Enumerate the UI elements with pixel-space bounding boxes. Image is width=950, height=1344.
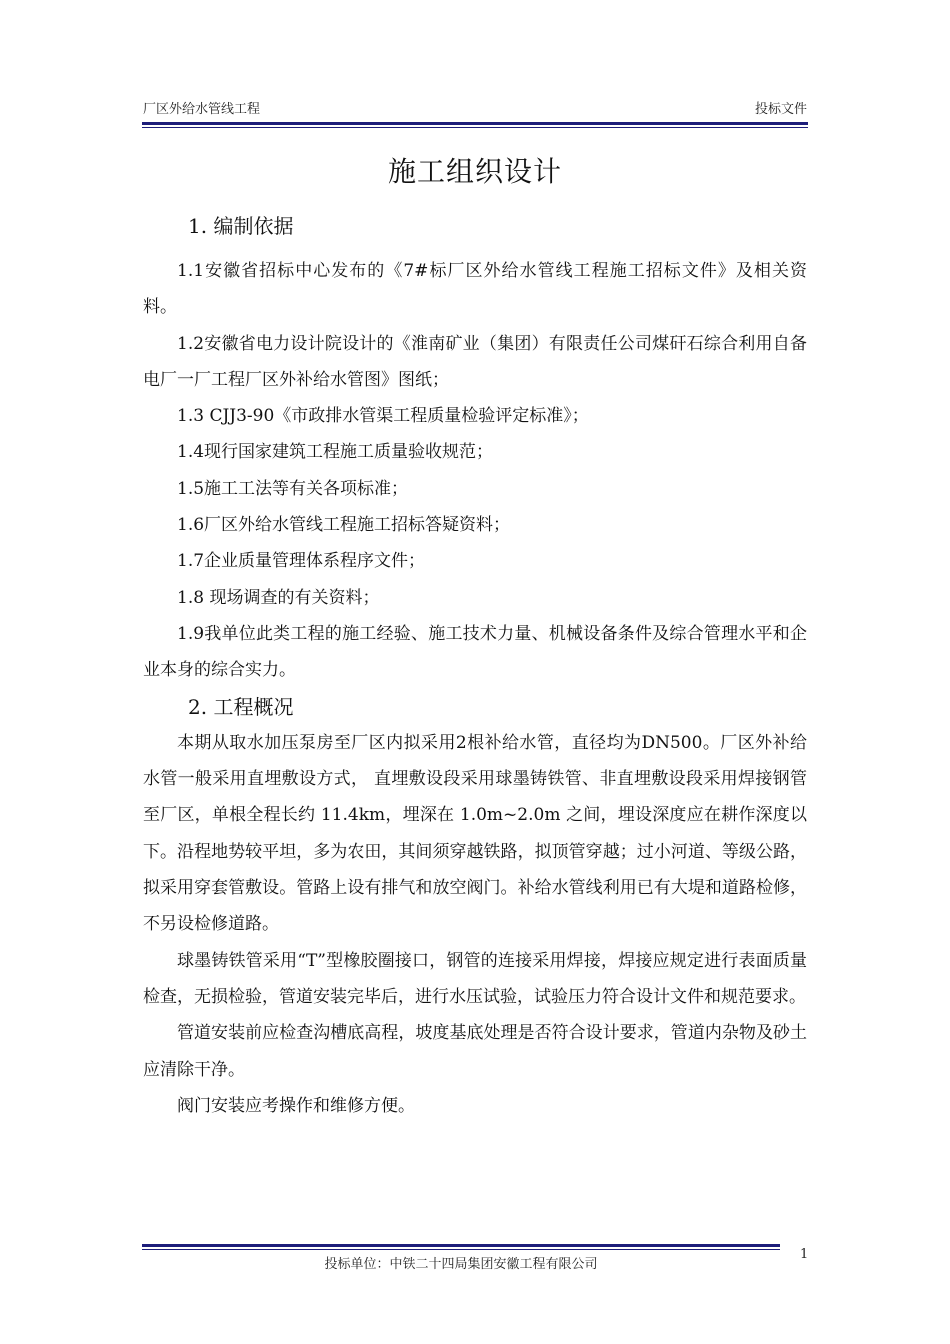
basis-item: 1.9我单位此类工程的施工经验、施工技术力量、机械设备条件及综合管理水平和企业本身的综合实力。 — [143, 623, 807, 681]
basis-item: 1.1安徽省招标中心发布的《7#标厂区外给水管线工程施工招标文件》及相关资料。 — [143, 261, 807, 318]
page-header — [143, 98, 807, 120]
header-rule-thick — [142, 122, 808, 125]
document-title: 施工组织设计 — [387, 155, 562, 188]
footer-rule-thin — [142, 1249, 780, 1250]
overview-paragraph: 阀门安装应考操作和维修方便。 — [177, 1095, 415, 1116]
header-project-name: 厂区外给水管线工程 — [143, 102, 261, 117]
overview-paragraph: 球墨铸铁管采用“T”型橡胶圈接口，钢管的连接采用焊接，焊接应规定进行表面质量检查，无损检验，管道安装完毕后，进行水压试验，试验压力符合设计文件和规范要求。 — [143, 950, 807, 1007]
basis-item: 1.7企业质量管理体系程序文件； — [177, 551, 426, 572]
footer-bidder: 投标单位：中铁二十四局集团安徽工程有限公司 — [324, 1257, 598, 1272]
overview-paragraph: 管道安装前应检查沟槽底高程，坡度基底处理是否符合设计要求，管道内杂物及砂土应清除干净。 — [143, 1023, 807, 1080]
section-heading-2: 2. 工程概况 — [188, 694, 294, 719]
basis-item: 1.6厂区外给水管线工程施工招标答疑资料； — [177, 515, 511, 536]
header-doc-type: 投标文件 — [754, 102, 807, 117]
basis-item: 1.3 CJJ3-90《市政排水管渠工程质量检验评定标准》； — [177, 406, 589, 427]
page-number: 1 — [800, 1247, 809, 1262]
header-rule-thin — [142, 127, 808, 128]
basis-item: 1.4现行国家建筑工程施工质量验收规范； — [177, 442, 494, 463]
basis-item: 1.8 现场调查的有关资料； — [177, 587, 380, 608]
footer-rule-thick — [142, 1244, 780, 1247]
overview-paragraph: 本期从取水加压泵房至厂区内拟采用2根补给水管，直径均为DN500。厂区外补给水管一般采用直埋敷设方式， 直埋敷设段采用球墨铸铁管、非直埋敷设段采用焊接钢管至厂区，单根全程长约 11.4km，埋深在 1.0m~2.0m 之间，埋设深度应在耕作深度以下。沿程地势较平坦，多为农田，其间须穿越铁路，拟顶管穿越；过小河道、等级公路，拟采用穿套管敷设。管路上设有排气和放空阀门。补给水管线利用已有大堤和道路检修，不另设检修道路。 — [143, 732, 807, 935]
basis-item: 1.5施工工法等有关各项标准； — [177, 478, 409, 499]
document-body — [143, 253, 807, 1124]
basis-item: 1.2安徽省电力设计院设计的《淮南矿业（集团）有限责任公司煤矸石综合利用自备电厂一厂工程厂区外补给水管图》图纸； — [143, 333, 807, 390]
section-heading-1: 1. 编制依据 — [188, 214, 294, 238]
